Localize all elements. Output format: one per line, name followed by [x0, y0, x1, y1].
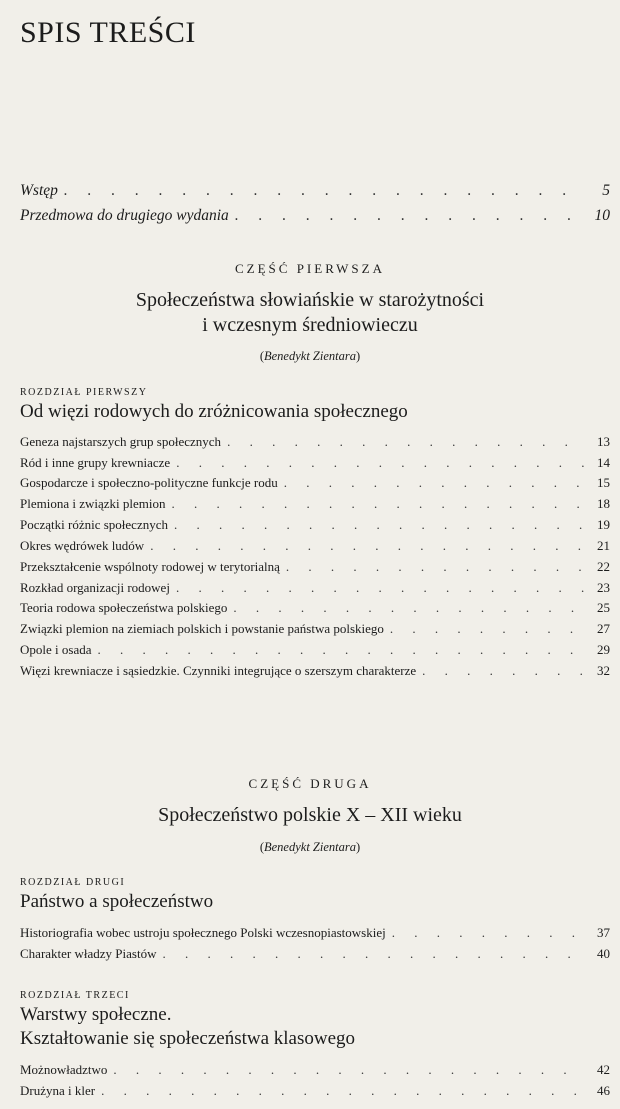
part-author: (Benedykt Zientara)	[259, 840, 361, 854]
page-title: SPIS TREŚCI	[20, 16, 196, 49]
toc-entry[interactable]	[20, 538, 610, 554]
leader-dots	[172, 496, 587, 512]
entry-label: Drużyna i kler	[20, 1083, 96, 1098]
entry-page: 42	[597, 1062, 610, 1077]
leader-dots	[176, 455, 586, 471]
entry-label: Przekształcenie wspólnoty rodowej w terytorialną	[20, 559, 280, 574]
entry-label: Ród i inne grupy krewniacze	[20, 455, 171, 470]
entry-label: Wstęp	[20, 182, 58, 199]
entry-page: 23	[597, 580, 610, 595]
author-name: Benedykt Zientara	[264, 840, 356, 854]
toc-entry[interactable]	[20, 475, 610, 491]
entry-page: 40	[597, 946, 610, 961]
toc-entry[interactable]	[20, 600, 610, 616]
leader-dots	[284, 475, 586, 491]
toc-entry[interactable]	[20, 925, 610, 941]
entry-page: 13	[597, 434, 610, 449]
toc-entry[interactable]	[20, 1083, 610, 1099]
entry-label: Okres wędrówek ludów	[20, 538, 145, 553]
toc-entry[interactable]	[20, 183, 610, 199]
entry-page: 14	[597, 455, 610, 470]
leader-dots	[150, 538, 586, 554]
toc-entry[interactable]	[20, 946, 610, 962]
toc-entry[interactable]	[20, 580, 610, 596]
part-author: (Benedykt Zientara)	[259, 349, 361, 363]
entry-label: Możnowładztwo	[20, 1062, 108, 1077]
toc-entry[interactable]	[20, 642, 610, 658]
leader-dots	[113, 1062, 586, 1078]
entry-page: 5	[602, 182, 610, 199]
entry-page: 22	[597, 559, 610, 574]
part-title: Społeczeństwo polskie X – XII wieku	[158, 804, 462, 826]
entry-label: Historiografia wobec ustroju społecznego Polski wczesnopiastowskiej	[20, 925, 386, 940]
entry-page: 15	[597, 475, 610, 490]
chapter-label: ROZDZIAŁ TRZECI	[20, 990, 130, 1001]
part-title-line2: i wczesnym średniowieczu	[202, 314, 418, 336]
entry-label: Rozkład organizacji rodowej	[20, 580, 170, 595]
entry-page: 46	[597, 1083, 610, 1098]
leader-dots	[101, 1083, 586, 1099]
toc-entry[interactable]	[20, 434, 610, 450]
leader-dots	[227, 434, 586, 450]
entry-label: Geneza najstarszych grup społecznych	[20, 434, 222, 449]
entry-page: 37	[597, 925, 610, 940]
leader-dots	[422, 663, 586, 679]
toc-entry[interactable]	[20, 663, 610, 679]
entry-label: Plemiona i związki plemion	[20, 496, 166, 511]
part-label: CZĘŚĆ DRUGA	[248, 776, 372, 791]
leader-dots	[233, 600, 586, 616]
toc-entry[interactable]	[20, 621, 610, 637]
chapter-title-line2: Kształtowanie się społeczeństwa klasowego	[20, 1028, 356, 1049]
entry-label: Gospodarcze i społeczno-polityczne funkcje rodu	[20, 475, 278, 490]
toc-entry[interactable]	[20, 559, 610, 575]
entry-page: 29	[597, 642, 610, 657]
chapter-title: Od więzi rodowych do zróżnicowania społecznego	[20, 401, 408, 422]
toc-entry[interactable]	[20, 455, 610, 471]
toc-entry[interactable]	[20, 1062, 610, 1078]
entry-page: 25	[597, 600, 610, 615]
author-name: Benedykt Zientara	[264, 349, 356, 363]
entry-label: Przedmowa do drugiego wydania	[20, 207, 229, 224]
entry-page: 32	[597, 663, 610, 678]
entry-page: 19	[597, 517, 610, 532]
entry-label: Początki różnic społecznych	[20, 517, 168, 532]
entry-page: 18	[597, 496, 610, 511]
entry-label: Związki plemion na ziemiach polskich i powstanie państwa polskiego	[20, 621, 384, 636]
chapter-title: Warstwy społeczne.	[20, 1004, 172, 1025]
leader-dots	[390, 621, 586, 637]
part-label: CZĘŚĆ PIERWSZA	[235, 261, 385, 276]
chapter-label: ROZDZIAŁ PIERWSZY	[20, 387, 148, 398]
toc-entry[interactable]	[20, 208, 610, 224]
entry-page: 27	[597, 621, 610, 636]
toc-entry[interactable]	[20, 517, 610, 533]
toc-entry[interactable]	[20, 496, 610, 512]
leader-dots	[162, 946, 586, 962]
leader-dots	[176, 580, 586, 596]
leader-dots	[64, 183, 586, 199]
entry-page: 21	[597, 538, 610, 553]
chapter-label: ROZDZIAŁ DRUGI	[20, 877, 126, 888]
leader-dots	[392, 925, 586, 941]
entry-label: Opole i osada	[20, 642, 92, 657]
leader-dots	[174, 517, 586, 533]
entry-label: Charakter władzy Piastów	[20, 946, 157, 961]
leader-dots	[235, 208, 586, 224]
chapter-title: Państwo a społeczeństwo	[20, 891, 214, 912]
entry-page: 10	[594, 207, 610, 224]
part-title: Społeczeństwa słowiańskie w starożytności	[135, 289, 485, 311]
entry-label: Teoria rodowa społeczeństwa polskiego	[20, 600, 228, 615]
leader-dots	[97, 642, 586, 658]
leader-dots	[286, 559, 586, 575]
entry-label: Więzi krewniacze i sąsiedzkie. Czynniki integrujące o szerszym charakterze	[20, 663, 417, 678]
